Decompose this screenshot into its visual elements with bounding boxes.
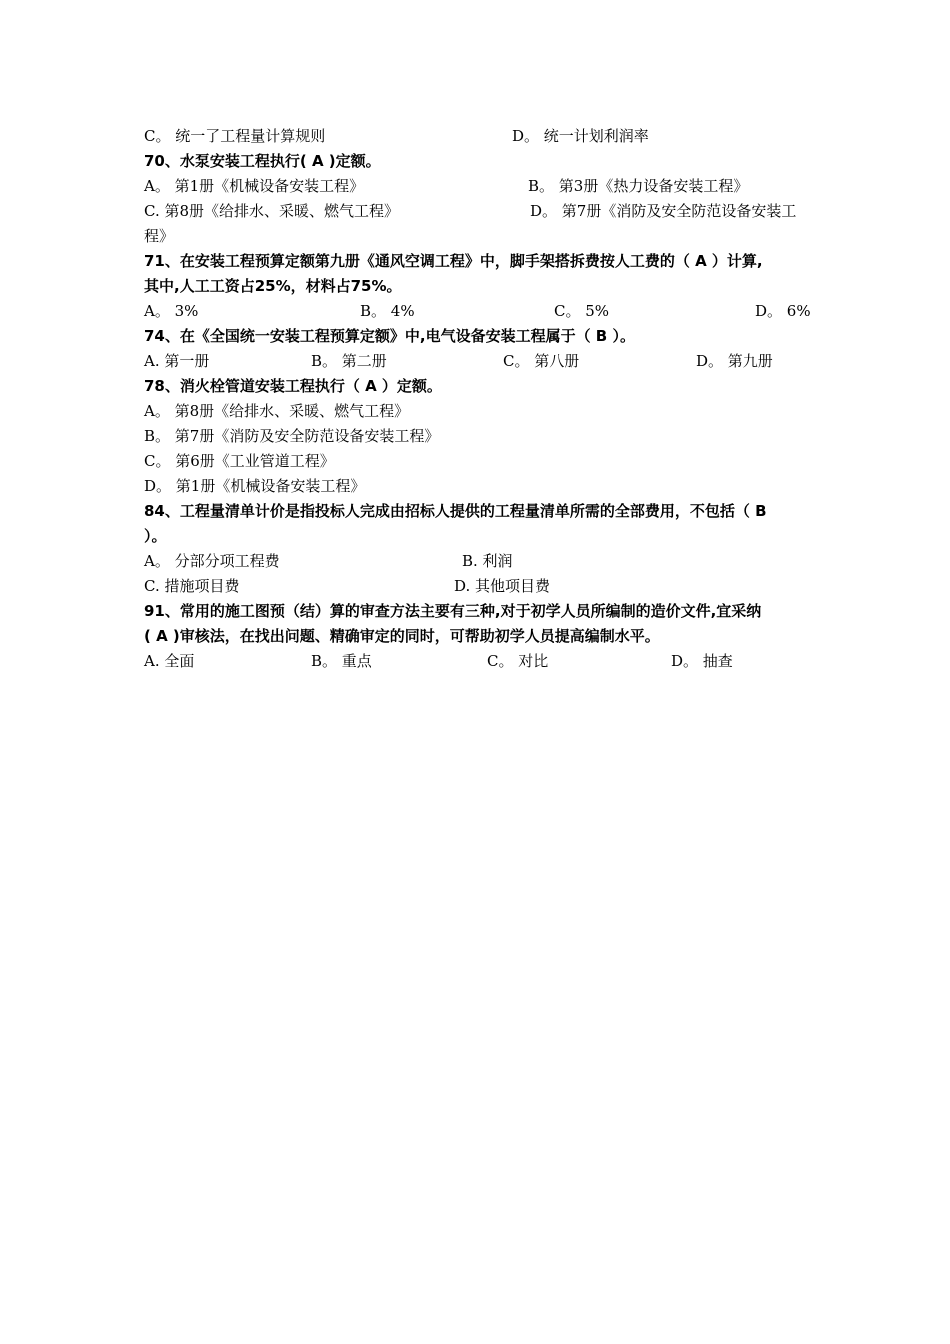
option-b: B。 4% (360, 302, 415, 320)
option-d: D。 6% (755, 302, 811, 320)
answer-options-row (144, 349, 844, 374)
question-84-line-2: ）。 (144, 527, 167, 545)
option-d: D。 第九册 (696, 352, 773, 370)
question-78: 78、消火栓管道安装工程执行（ A ）定额。 (144, 377, 442, 395)
option-d: D。 第1册《机械设备安装工程》 (144, 477, 366, 495)
question-71-line-2: 其中,人工工资占25%，材料占75%。 (144, 277, 402, 295)
option-d: D。 统一计划利润率 (512, 127, 649, 145)
question-70: 70、水泵安装工程执行( A )定额。 (144, 152, 381, 170)
option-a: A. 全面 (144, 652, 195, 670)
option-a: A。 3% (144, 302, 199, 320)
option-a: A. 第一册 (144, 352, 210, 370)
option-c: C。 第八册 (503, 352, 580, 370)
option-c: C. 第8册《给排水、采暖、燃气工程》 (144, 202, 400, 220)
answer-options-row (144, 574, 844, 599)
option-d: D。 抽查 (671, 652, 733, 670)
option-c: C。 对比 (487, 652, 549, 670)
option-b: B。 第3册《热力设备安装工程》 (528, 177, 749, 195)
option-c: C。 统一了工程量计算规则 (144, 127, 326, 145)
option-a: A。 第1册《机械设备安装工程》 (144, 177, 365, 195)
option-b: B. 利润 (462, 552, 513, 570)
option-a: A。 第8册《给排水、采暖、燃气工程》 (144, 402, 410, 420)
option-c: C. 措施项目费 (144, 577, 240, 595)
answer-options-row (144, 174, 844, 199)
question-71-line-1: 71、在安装工程预算定额第九册《通风空调工程》中，脚手架搭拆费按人工费的（ A ）计算, (144, 252, 763, 270)
option-d: D. 其他项目费 (454, 577, 551, 595)
question-91-line-2: ( A )审核法，在找出问题、精确审定的同时，可帮助初学人员提高编制水平。 (144, 627, 660, 645)
question-74: 74、在《全国统一安装工程预算定额》中,电气设备安装工程属于（ B ）。 (144, 327, 635, 345)
question-84-line-1: 84、工程量清单计价是指投标人完成由招标人提供的工程量清单所需的全部费用，不包括（ B (144, 502, 767, 520)
answer-options-row (144, 549, 844, 574)
option-c: C。 5% (554, 302, 610, 320)
option-d-continuation: 程》 (144, 227, 175, 245)
option-a: A。 分部分项工程费 (144, 552, 280, 570)
option-b: B。 第二册 (311, 352, 387, 370)
answer-options-row (144, 199, 844, 224)
answer-options-row (144, 299, 844, 324)
option-c: C。 第6册《工业管道工程》 (144, 452, 335, 470)
question-91-line-1: 91、常用的施工图预（结）算的审查方法主要有三种,对于初学人员所编制的造价文件,宜采纳 (144, 602, 762, 620)
answer-options-row (144, 649, 844, 674)
option-b: B。 第7册《消防及安全防范设备安装工程》 (144, 427, 440, 445)
option-b: B。 重点 (311, 652, 372, 670)
answer-options-row (144, 124, 844, 149)
option-d: D。 第7册《消防及安全防范设备安装工 (530, 202, 797, 220)
